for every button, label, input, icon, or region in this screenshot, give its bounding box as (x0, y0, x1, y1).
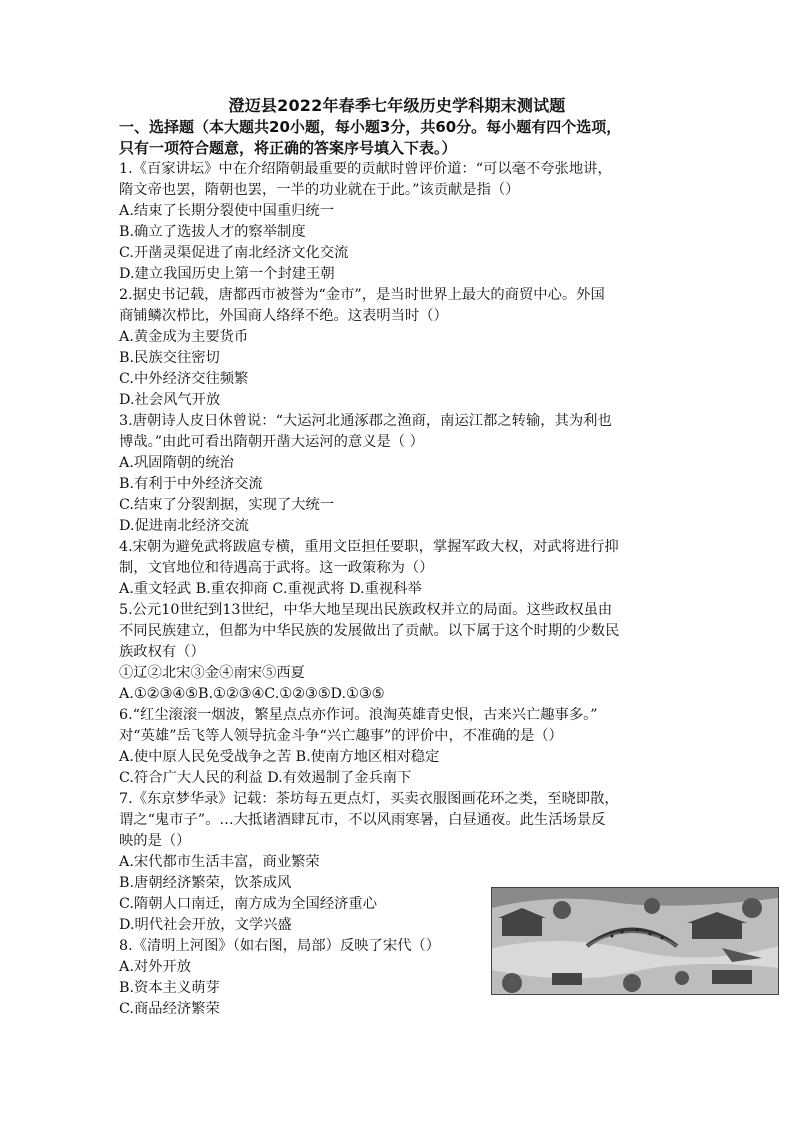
question-line: 6.“红尘滚滚一烟波，繁星点点亦作诃。浪淘英雄青史恨，古来兴亡趣事多。” (119, 707, 598, 723)
question-line: 不同民族建立，但都为中华民族的发展做出了贡献。以下属于这个时期的少数民 (119, 623, 620, 639)
option-line: C.开凿灵渠促进了南北经济文化交流 (119, 245, 349, 261)
question-line: 4.宋朝为避免武将跋扈专横，重用文臣担任要职，掌握军政大权，对武将进行抑 (119, 539, 619, 555)
qingming-painting-image (491, 887, 779, 995)
question-line: 谓之“鬼市子”。…大抵诸酒肆瓦市，不以风雨寒暑，白昼通夜。此生活场景反 (119, 812, 606, 828)
question-line: 商铺鳞次栉比，外国商人络绎不绝。这表明当时（） (119, 308, 448, 324)
question-line: 2.据史书记载，唐都西市被誉为“金市”，是当时世界上最大的商贸中心。外国 (119, 287, 605, 303)
option-line: A.黄金成为主要货币 (119, 329, 249, 345)
question-line: 制，文官地位和待遇高于武将。这一政策称为（） (119, 560, 434, 576)
option-line: D.建立我国历史上第一个封建王朝 (119, 266, 335, 282)
exam-title: 澄迈县2022年春季七年级历史学科期末测试题 (228, 96, 566, 115)
question-line: 7.《东京梦华录》记载：茶坊每五更点灯，买卖衣服图画花环之类，至晓即散， (119, 791, 619, 807)
option-line: A.宋代都市生活丰富，商业繁荣 (119, 854, 320, 870)
option-line: D.社会风气开放 (119, 392, 221, 408)
option-line: A.①②③④⑤B.①②③④C.①②③⑤D.①③⑤ (119, 686, 385, 702)
section-heading-line-2: 只有一项符合题意，将正确的答案序号填入下表。） (119, 139, 457, 157)
question-line: 隋文帝也罢，隋朝也罢，一半的功业就在于此。”该贡献是指（） (119, 182, 520, 198)
option-line: B.确立了选拔人才的察举制度 (119, 224, 306, 240)
question-line: 博哉。”由此可看出隋朝开凿大运河的意义是（ ） (119, 434, 424, 450)
question-line: 映的是（） (119, 833, 191, 849)
option-line: B.有利于中外经济交流 (119, 476, 263, 492)
question-line: 8.《清明上河图》（如右图，局部）反映了宋代（） (119, 938, 441, 954)
option-line: A.使中原人民免受战争之苦 B.使南方地区相对稳定 (119, 749, 440, 765)
section-heading-line-1: 一、选择题（本大题共20小题，每小题3分，共60分。每小题有四个选项， (119, 118, 622, 136)
question-line: 1.《百家讲坛》中在介绍隋朝最重要的贡献时曾评价道：“可以毫不夸张地讲， (119, 161, 612, 177)
option-line: C.结束了分裂割据，实现了大统一 (119, 497, 335, 513)
option-line: A.结束了长期分裂使中国重归统一 (119, 203, 335, 219)
option-line: A.重文轻武 B.重农抑商 C.重视武将 D.重视科举 (119, 581, 422, 597)
option-line: A.巩固隋朝的统治 (119, 455, 234, 471)
question-line: ①辽②北宋③金④南宋⑤西夏 (119, 665, 305, 681)
option-line: B.唐朝经济繁荣，饮茶成风 (119, 875, 292, 891)
question-line: 族政权有（） (119, 644, 205, 660)
option-line: C.中外经济交往频繁 (119, 371, 249, 387)
option-line: C.符合广大人民的利益 D.有效遏制了金兵南下 (119, 770, 412, 786)
option-line: D.促进南北经济交流 (119, 518, 249, 534)
option-line: C.商品经济繁荣 (119, 1001, 220, 1017)
option-line: A.对外开放 (119, 959, 192, 975)
option-line: B.民族交往密切 (119, 350, 220, 366)
option-line: B.资本主义萌芽 (119, 980, 220, 996)
question-line: 3.唐朝诗人皮日休曾说：“大运河北通涿郡之渔商，南运江都之转输，其为利也 (119, 413, 612, 429)
option-line: C.隋朝人口南迁，南方成为全国经济重心 (119, 896, 378, 912)
option-line: D.明代社会开放，文学兴盛 (119, 917, 292, 933)
question-line: 对“英雄”岳飞等人领导抗金斗争“兴亡趣事”的评价中，不准确的是（） (119, 728, 563, 744)
question-line: 5.公元10世纪到13世纪，中华大地呈现出民族政权并立的局面。这些政权虽由 (119, 602, 613, 618)
